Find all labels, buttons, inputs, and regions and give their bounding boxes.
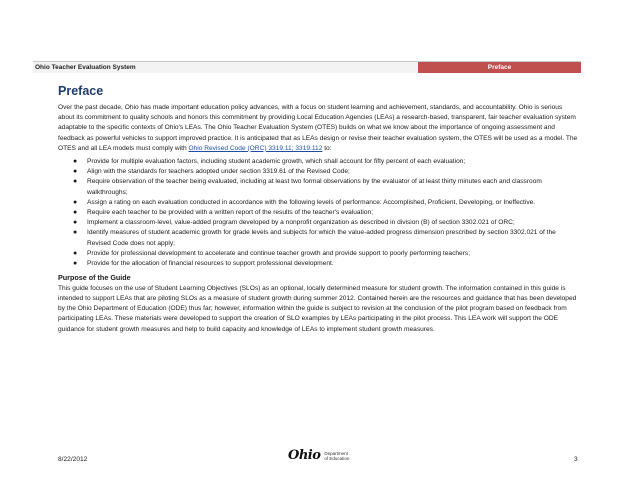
document-title: Ohio Teacher Evaluation System — [35, 64, 136, 71]
list-item: ● Provide for the allocation of financial resources to support professional development. — [72, 259, 578, 269]
list-item: ● Provide for multiple evaluation factors, including student academic growth, which shall account for fifty percent of each evaluation; — [72, 157, 578, 167]
page-header — [33, 61, 581, 73]
bullet-icon: ● — [73, 260, 78, 268]
bullet-icon: ● — [73, 158, 78, 166]
list-item: ● Assign a rating on each evaluation conducted in accordance with the following levels of performance: Accomplished, Proficient, Developing, or Ineffective. — [72, 198, 578, 208]
intro-text-end: to: — [322, 144, 332, 152]
list-item: ● Identify measures of student academic growth for grade levels and subjects for which the value-added progress dimension prescribed by section 3302.021 of the Revised Code does not apply; — [73, 229, 556, 247]
section-label: Preface — [418, 62, 581, 73]
intro-paragraph — [58, 103, 578, 154]
list-item: ● Require each teacher to be provided with a written report of the results of the teacher's evaluation; — [72, 208, 578, 218]
bullet-icon: ● — [73, 168, 78, 176]
list-item: ● Require observation of the teacher being evaluated, including at least two formal observations by the evaluator of at least thirty minutes each and classroom walkthroughs; — [73, 178, 542, 196]
ode-logo — [288, 448, 349, 463]
list-item: ● Align with the standards for teachers adopted under section 3319.61 of the Revised Code; — [72, 167, 578, 177]
page-content — [58, 84, 578, 335]
orc-link[interactable]: Ohio Revised Code (ORC) 3319.11; 3319.112 — [188, 144, 323, 152]
intro-text: Over the past decade, Ohio has made important education policy advances, with a focus on student learning and achievement, standards, and accountability. Ohio is serious about its commitment to quality schools and honors this commitment by providing Local Education Agencies (LEAs) a research-based, transparent, fair teacher evaluation system adaptable to the specific contexts of Ohio's LEAs. The Ohio Teacher Evaluation System (OTES) builds on what we know about the importance of ongoing assessment and feedback as powerful vehicles to support improved practice. It is anticipated that as LEAs design or revise their teacher evaluation system, the OTES will be used as a model. The OTES and all LEA models must comply with — [58, 104, 578, 152]
purpose-paragraph: This guide focuses on the use of Student Learning Objectives (SLOs) as an optional, locally determined measure for student growth. The information contained in this guide is intended to support LEAs that are piloting SLOs as a measure of student growth during summer 2012. Contained herein are the resources and guidance that has been developed by the Ohio Department of Education (ODE) thus far; however, information within the guide is subject to revision at the conclusion of the pilot program based on feedback from participating LEAs. These materials were developed to support the creation of SLO examples by LEAs participating in the pilot process. This LEA work will support the ODE guidance for student growth measures and help to build capacity and knowledge of LEAs to implement student growth measures. — [58, 284, 577, 333]
list-item: ● Provide for professional development to accelerate and continue teacher growth and provide support to poorly performing teachers; — [72, 249, 578, 259]
bullet-icon: ● — [73, 229, 78, 237]
page-number: 3 — [574, 456, 578, 463]
logo-wordmark: Ohio — [288, 448, 321, 463]
logo-subtitle: Department of Education — [324, 450, 350, 461]
purpose-heading: Purpose of the Guide — [58, 273, 131, 283]
bullet-icon: ● — [73, 198, 78, 206]
bullet-icon: ● — [73, 209, 78, 217]
page-title: Preface — [58, 84, 104, 98]
bullet-icon: ● — [73, 178, 78, 186]
bullet-icon: ● — [73, 219, 78, 227]
requirements-list — [58, 157, 578, 269]
list-item: ● Implement a classroom-level, value-added program developed by a nonprofit organization as described in division (B) of section 3302.021 of ORC; — [72, 218, 578, 228]
bullet-icon: ● — [73, 249, 78, 257]
footer-date: 8/22/2012 — [58, 456, 88, 463]
